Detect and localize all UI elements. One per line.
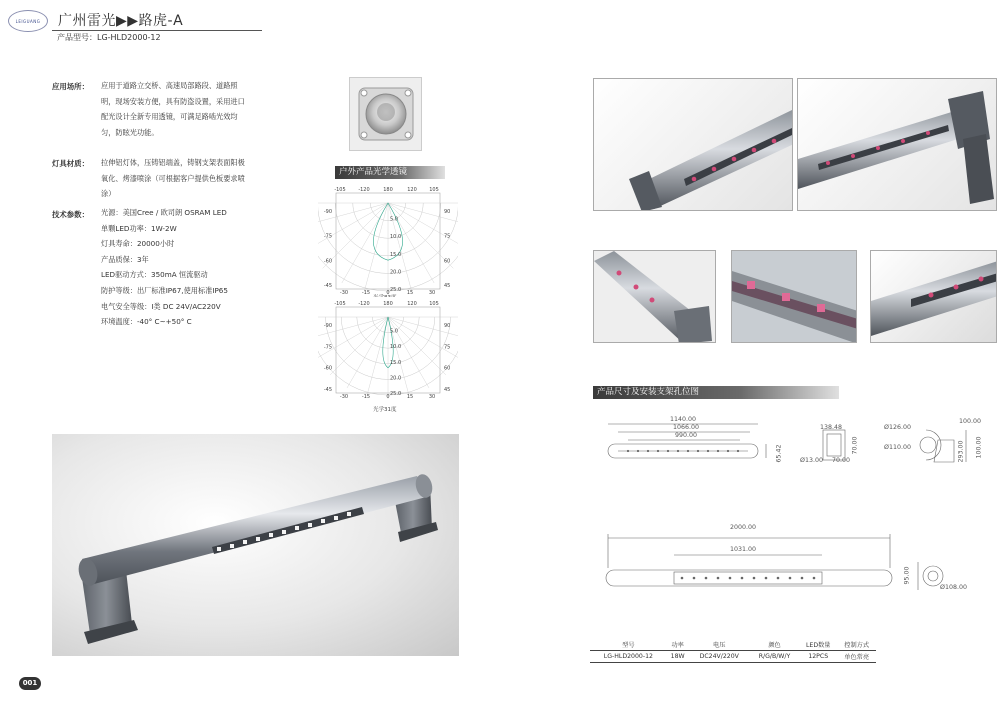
polar-radial-label: 10.0	[390, 234, 402, 241]
detail-photo-led-window	[731, 250, 857, 343]
polar-top-tick: -105	[334, 301, 346, 307]
polar-radial-label: 20.0	[390, 375, 402, 382]
dim-293: 293.00	[957, 440, 965, 463]
table-header: 颜色	[768, 642, 781, 649]
tech-line: 电气安全等级：I类 DC 24V/AC220V	[101, 301, 221, 311]
polar-bottom-tick: 15	[406, 290, 414, 296]
table-header: 功率	[671, 642, 684, 649]
table-cell: LG-HLD2000-12	[590, 651, 667, 663]
table-header-row	[590, 639, 876, 651]
polar-top-tick: -120	[358, 187, 370, 193]
dimension-drawing-bottom	[598, 528, 998, 598]
table-cell: 单色常亮	[837, 651, 876, 663]
tech-line: 产品质保：3年	[101, 254, 149, 264]
dim-2000: 2000.00	[730, 524, 757, 531]
optics-heading: 户外产品光学透镜	[335, 166, 445, 179]
spec-body-material: 拉伸铝灯体，压铸铝端盖，铸钢支架表面阳极氧化、烤漆喷涂（可根据客户提供色板要求喷涂）	[101, 158, 245, 199]
tech-line: 环境温度：-40° C~+50° C	[101, 317, 192, 327]
polar-top-tick: 120	[407, 187, 417, 193]
lens-photo	[349, 77, 422, 151]
polar-radial-label: 5.0	[390, 216, 398, 223]
polar-top-tick: 120	[407, 301, 417, 307]
polar-right-tick: 45	[444, 283, 451, 289]
polar-radial-label: 25.0	[390, 391, 402, 397]
tech-line: 光源：美国Cree / 欧司朗 OSRAM LED	[101, 208, 227, 217]
dim-13: Ø13.00	[800, 457, 823, 464]
dimensions-heading: 产品尺寸及安装支架孔位图	[593, 386, 839, 399]
polar-left-tick: -45	[323, 283, 332, 289]
logo-text: LEIGUANG	[15, 18, 41, 24]
polar-left-tick: -90	[323, 323, 332, 329]
dim-126: Ø126.00	[884, 424, 911, 431]
dim-65: 65.42	[775, 444, 783, 463]
tech-line: 单颗LED功率：1W-2W	[101, 223, 177, 233]
dim-108: Ø108.00	[940, 584, 967, 591]
detail-photo-bracket	[797, 78, 997, 211]
polar-bottom-tick: 0	[386, 290, 390, 296]
polar-right-tick: 75	[444, 233, 451, 240]
polar-left-tick: -60	[323, 365, 332, 372]
polar-top-tick: 105	[429, 187, 439, 193]
dim-1140: 1140.00	[670, 416, 697, 423]
polar-top-tick: -120	[358, 301, 370, 307]
polar-top-tick: 180	[383, 187, 393, 193]
polar-bottom-tick: 15	[406, 394, 414, 400]
polar-top-tick: 180	[383, 301, 393, 307]
dim-1066: 1066.00	[673, 424, 700, 431]
polar-left-tick: -90	[323, 209, 332, 215]
polar-bottom-tick: -15	[361, 290, 371, 296]
polar-right-tick: 45	[444, 387, 451, 393]
dim-70-side: 70.00	[851, 436, 859, 455]
polar-bottom-tick: -30	[339, 290, 349, 296]
spec-table	[590, 639, 876, 663]
dim-100-side: 100.00	[975, 436, 983, 459]
page-title: 广州雷光▶▶路虎-A	[58, 13, 184, 29]
polar-left-tick: -45	[323, 387, 332, 393]
dim-70-bottom: 70.00	[832, 457, 851, 464]
polar-left-tick: -60	[323, 258, 332, 265]
table-header: 控制方式	[844, 642, 870, 649]
polar-bottom-tick: -30	[339, 394, 349, 400]
table-header: 电压	[713, 642, 726, 649]
polar-right-tick: 90	[444, 323, 451, 329]
spec-label-material: 灯具材质：	[52, 159, 89, 168]
tech-line: 灯具寿命：20000小时	[101, 239, 175, 249]
spec-label-technical: 技术参数：	[52, 210, 89, 219]
polar-bottom-tick: -15	[361, 394, 371, 400]
polar-bottom-tick: 0	[386, 394, 390, 400]
spec-body-application: 应用于道路立交桥、高速局部路段、道路照明，现场安装方便，具有防盗设置，采用进口配光设计全新专用透镜，可满足路啮光效均匀，防眩光功能。	[101, 81, 245, 137]
polar-bottom-tick: 30	[428, 394, 436, 400]
polar-left-tick: -75	[323, 233, 332, 240]
detail-photo-open-end	[593, 250, 716, 343]
table-header: 型号	[622, 642, 635, 649]
table-cell: 18W	[667, 651, 689, 663]
polar-caption-83: 光学83度	[373, 295, 397, 301]
spec-label-application: 应用场所：	[52, 82, 89, 91]
page-number: 001	[19, 677, 41, 690]
dim-1031: 1031.00	[730, 546, 757, 553]
polar-right-tick: 60	[444, 258, 451, 265]
polar-bottom-tick: 30	[428, 290, 436, 296]
polar-right-tick: 75	[444, 344, 451, 351]
polar-top-tick: 105	[429, 301, 439, 307]
polar-chart-31	[318, 297, 458, 407]
polar-radial-label: 5.0	[390, 328, 398, 335]
polar-radial-label: 15.0	[390, 359, 402, 366]
polar-right-tick: 90	[444, 209, 451, 215]
tech-line: LED驱动方式：350mA 恒流驱动	[101, 270, 208, 280]
dim-110: Ø110.00	[884, 444, 911, 451]
polar-top-tick: -105	[334, 187, 346, 193]
table-cell: R/G/B/W/Y	[750, 651, 799, 663]
product-model: 产品型号：LG-HLD2000-12	[57, 33, 161, 42]
polar-radial-label: 20.0	[390, 269, 402, 276]
main-product-photo	[52, 434, 459, 656]
polar-chart-83	[318, 183, 458, 303]
table-cell: 12PCS	[799, 651, 837, 663]
table-cell: DC24V/220V	[689, 651, 750, 663]
detail-photo-end-cap	[593, 78, 793, 211]
dim-95: 95.00	[903, 566, 911, 585]
spec-body-technical	[101, 205, 251, 330]
polar-caption-31: 光学31度	[373, 407, 397, 413]
polar-radial-label: 10.0	[390, 344, 402, 351]
polar-radial-label: 25.0	[390, 287, 402, 293]
brand-logo	[8, 10, 48, 32]
polar-radial-label: 15.0	[390, 251, 402, 258]
dimension-drawing-top	[598, 410, 998, 474]
dim-990: 990.00	[675, 432, 698, 439]
table-row	[590, 651, 876, 663]
table-header: LED数量	[805, 642, 831, 649]
dim-138: 138.48	[820, 424, 843, 431]
tech-line: 防护等级：出厂标准IP67,使用标准IP65	[101, 285, 228, 295]
detail-photo-side	[870, 250, 997, 343]
title-divider	[52, 30, 262, 31]
dim-100-top: 100.00	[959, 418, 982, 425]
polar-left-tick: -75	[323, 344, 332, 351]
polar-right-tick: 60	[444, 365, 451, 372]
